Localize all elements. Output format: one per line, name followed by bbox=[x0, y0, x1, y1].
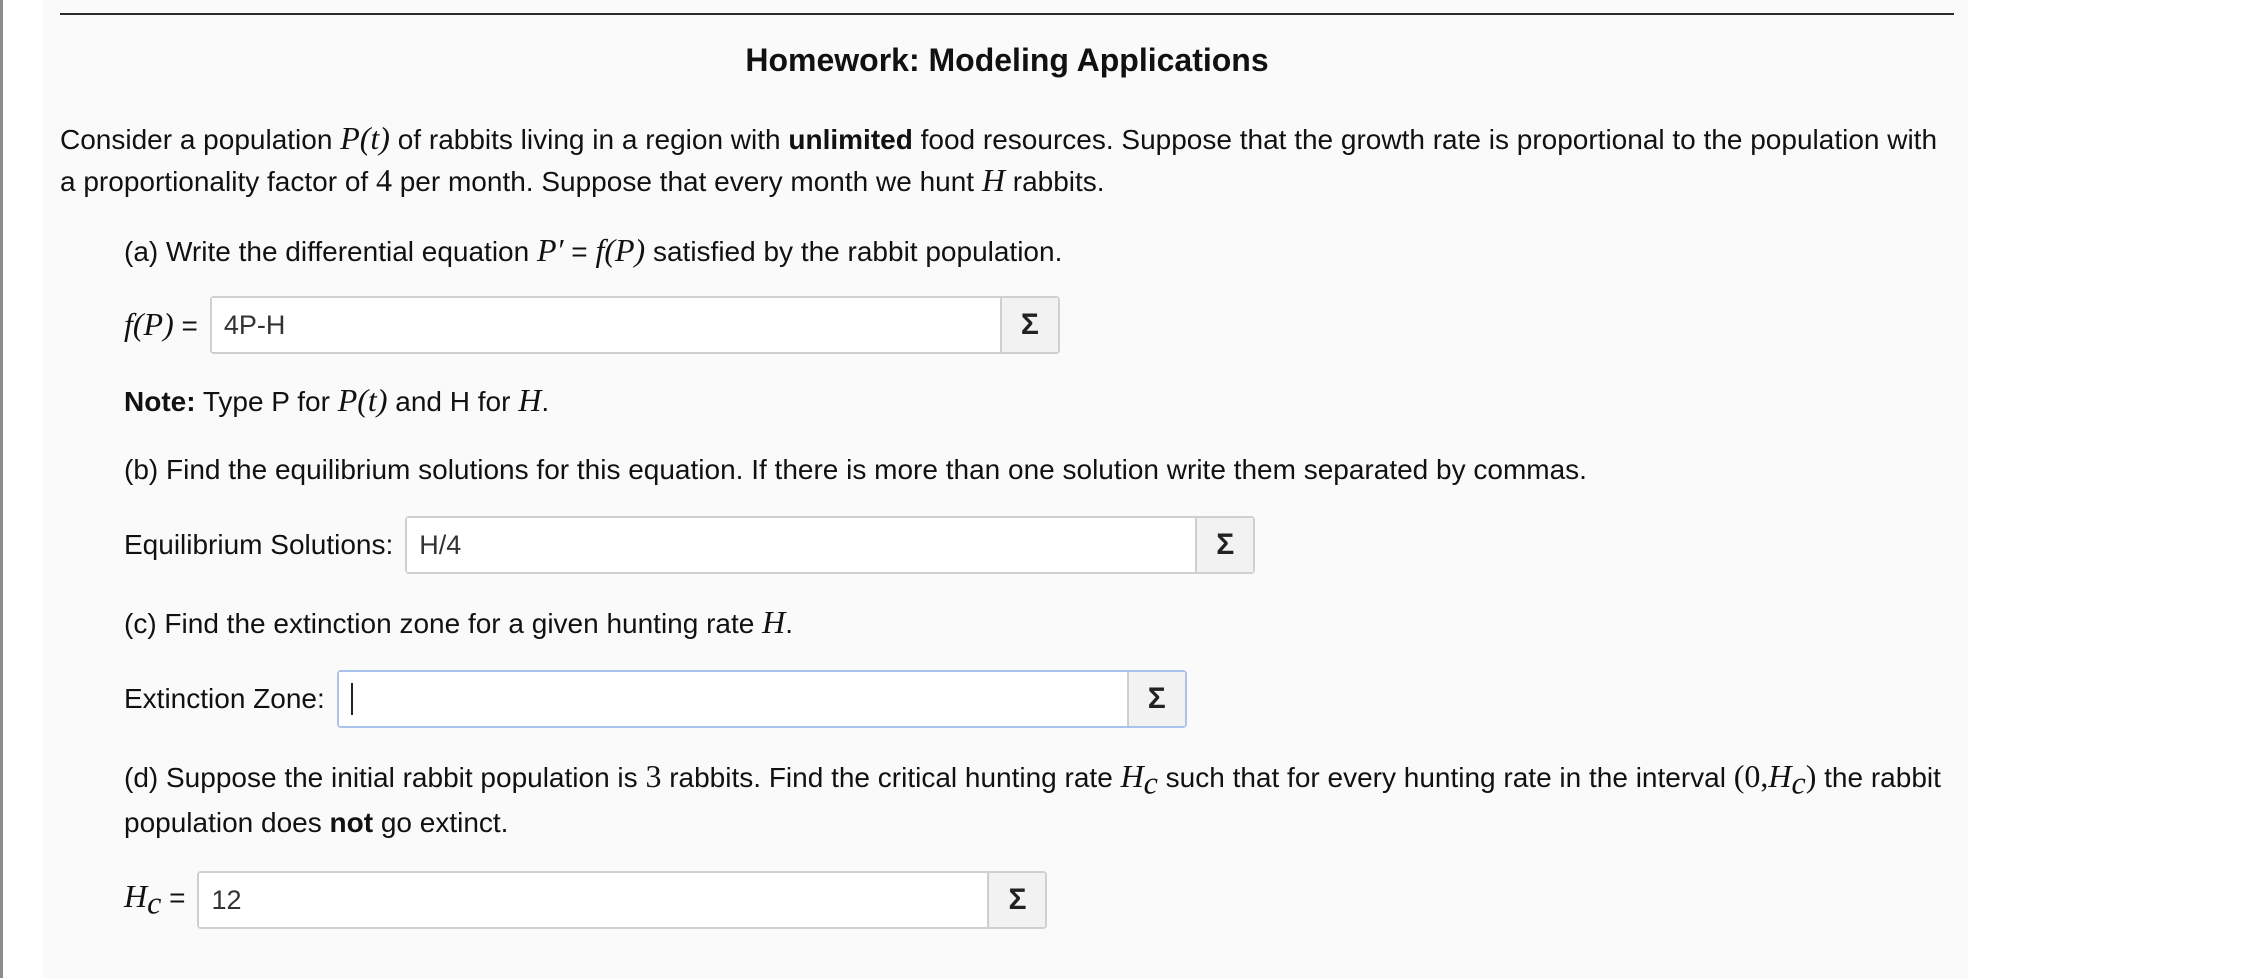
part-d-text-5: go extinct. bbox=[373, 806, 509, 838]
part-d-initial-pop: 3 bbox=[645, 758, 662, 794]
note-text-1: Type P for bbox=[195, 386, 338, 417]
sigma-equation-editor-icon[interactable]: Σ bbox=[1195, 518, 1253, 572]
part-b-label: Equilibrium Solutions: bbox=[124, 529, 394, 560]
note-text-3: . bbox=[541, 386, 550, 417]
text-caret bbox=[351, 683, 353, 715]
part-d-label-eq: = bbox=[161, 882, 186, 914]
part-a-label bbox=[124, 304, 198, 346]
intro-bold-unlimited: unlimited bbox=[788, 124, 913, 155]
part-d-hc-c: c bbox=[1143, 764, 1158, 801]
part-b-question: (b) Find the equilibrium solutions for this equation. If there is more than one solution write them separated by commas. bbox=[124, 454, 1587, 485]
part-a-label-math: f(P) bbox=[124, 306, 174, 342]
part-c-answer-box bbox=[337, 670, 1187, 728]
sigma-equation-editor-icon[interactable]: Σ bbox=[1127, 672, 1185, 726]
intro-text-5: rabbits. bbox=[1004, 166, 1105, 197]
part-d-answer-box bbox=[197, 871, 1047, 929]
part-a-label-eq: = bbox=[173, 310, 198, 341]
sigma-equation-editor-icon[interactable]: Σ bbox=[987, 873, 1045, 927]
part-c-text-1: (c) Find the extinction zone for a given hunting rate bbox=[124, 608, 763, 639]
part-d-label-h: H bbox=[124, 878, 148, 915]
part-a-eq-sign: = bbox=[563, 236, 596, 267]
part-d-answer-row bbox=[124, 871, 1950, 929]
intro-math-h: H bbox=[981, 162, 1005, 198]
part-d-text-4: the rabbit population does bbox=[124, 762, 1941, 838]
part-d-question bbox=[124, 756, 1950, 843]
part-d-interval-open: (0, bbox=[1733, 758, 1769, 794]
part-a-text-2: satisfied by the rabbit population. bbox=[645, 236, 1063, 267]
part-a-eq-lhs: P′ bbox=[536, 232, 564, 268]
intro-text-3: food resources. Suppose that the growth rate is proportional to the population with a proportionality factor of bbox=[60, 124, 1938, 197]
note-math-h: H bbox=[518, 382, 542, 418]
intro-math-pt: P(t) bbox=[340, 120, 390, 156]
note-math-pt: P(t) bbox=[337, 382, 388, 418]
part-c-answer-row bbox=[124, 670, 1950, 728]
problem-intro bbox=[60, 118, 1950, 202]
part-d-interval-close: ) bbox=[1805, 758, 1817, 794]
note-text-2: and H for bbox=[387, 386, 519, 417]
part-d-hc-h: H bbox=[1120, 758, 1144, 794]
part-d-label bbox=[124, 876, 185, 923]
part-b-answer-box bbox=[405, 516, 1255, 574]
note-bold: Note: bbox=[124, 386, 196, 417]
part-d-label-c: c bbox=[147, 884, 162, 921]
part-a-answer-input[interactable]: 4P-H bbox=[212, 298, 1000, 352]
part-c-math-h: H bbox=[762, 604, 786, 640]
part-c-answer-input[interactable] bbox=[339, 672, 1127, 726]
part-c-label: Extinction Zone: bbox=[124, 683, 325, 714]
note-text bbox=[124, 380, 1950, 422]
part-d-text-2: rabbits. Find the critical hunting rate bbox=[661, 762, 1121, 793]
part-a-answer-row bbox=[124, 296, 1950, 354]
part-d-bold-not: not bbox=[329, 806, 374, 838]
intro-text-2: of rabbits living in a region with bbox=[389, 124, 789, 155]
intro-factor: 4 bbox=[375, 162, 392, 198]
part-d-interval-c: c bbox=[1791, 764, 1806, 801]
part-a-question bbox=[124, 230, 1950, 272]
sigma-equation-editor-icon[interactable]: Σ bbox=[1000, 298, 1058, 352]
part-a-eq-rhs: f(P) bbox=[595, 232, 646, 268]
part-a-text-1: (a) Write the differential equation bbox=[124, 236, 537, 267]
part-b-answer-row bbox=[124, 516, 1950, 574]
window-left-edge bbox=[0, 0, 3, 978]
top-divider bbox=[60, 13, 1954, 15]
part-c-question bbox=[124, 602, 1950, 644]
intro-text-1: Consider a population bbox=[60, 124, 341, 155]
part-d-text-3: such that for every hunting rate in the interval bbox=[1157, 762, 1734, 793]
page-title: Homework: Modeling Applications bbox=[745, 42, 1269, 78]
part-b-answer-input[interactable]: H/4 bbox=[407, 518, 1195, 572]
part-d-interval-h: H bbox=[1768, 758, 1792, 794]
intro-text-4: per month. Suppose that every month we hunt bbox=[391, 166, 982, 197]
part-d-answer-input[interactable]: 12 bbox=[199, 873, 987, 927]
part-c-text-2: . bbox=[785, 608, 794, 639]
part-d-text-1: (d) Suppose the initial rabbit population is bbox=[124, 762, 646, 793]
problem-content bbox=[60, 30, 1950, 929]
part-a-answer-box bbox=[210, 296, 1060, 354]
